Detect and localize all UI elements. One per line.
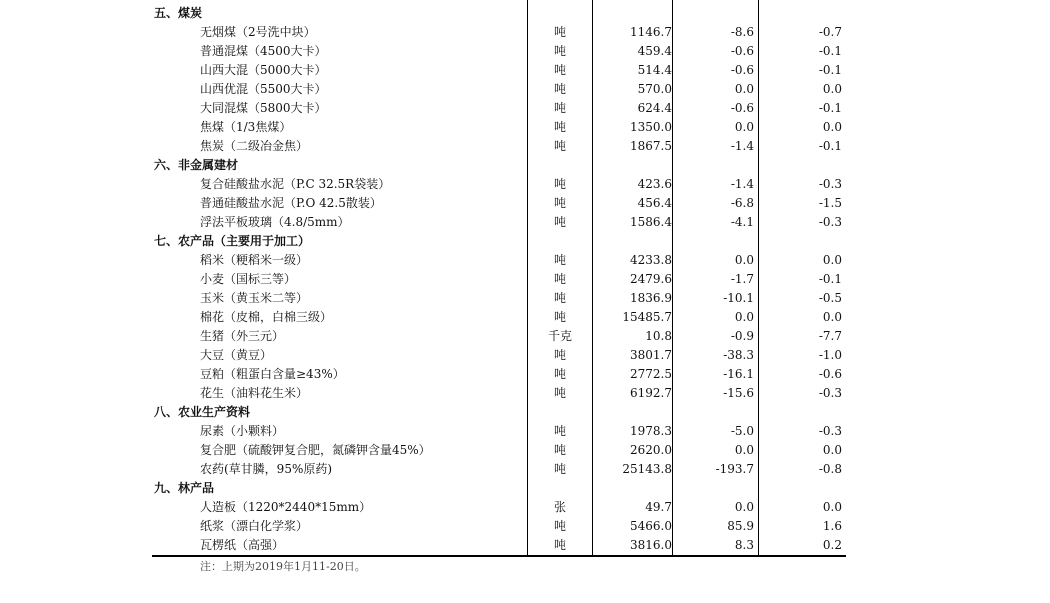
section-title: 八、农业生产资料 xyxy=(154,405,251,419)
change-percent-cell: 0.0 xyxy=(822,82,842,96)
table-row xyxy=(0,422,1050,441)
table-row xyxy=(0,327,1050,346)
item-name: 纸浆（漂白化学浆） xyxy=(200,519,309,533)
change-percent-cell: -0.6 xyxy=(818,367,842,381)
change-percent-cell: 0.0 xyxy=(822,310,842,324)
price-cell: 4233.8 xyxy=(630,253,672,267)
unit-cell: 吨 xyxy=(553,443,566,457)
item-name: 焦炭（二级冶金焦） xyxy=(200,139,309,153)
unit-cell: 吨 xyxy=(553,519,566,533)
table-row xyxy=(0,99,1050,118)
price-cell: 2620.0 xyxy=(630,443,672,457)
change-percent-cell: -0.1 xyxy=(818,44,842,58)
price-cell: 10.8 xyxy=(645,329,672,343)
unit-cell: 吨 xyxy=(553,139,566,153)
item-name: 大豆（黄豆） xyxy=(200,348,273,362)
change-percent-cell: 1.6 xyxy=(822,519,842,533)
unit-cell: 吨 xyxy=(553,462,566,476)
unit-cell: 吨 xyxy=(553,120,566,134)
table-row xyxy=(0,384,1050,403)
section-header-row xyxy=(0,479,1050,498)
unit-cell: 吨 xyxy=(553,538,566,552)
unit-cell: 吨 xyxy=(553,101,566,115)
change-percent-cell: -0.1 xyxy=(818,272,842,286)
unit-cell: 吨 xyxy=(553,82,566,96)
unit-cell: 吨 xyxy=(553,44,566,58)
price-cell: 25143.8 xyxy=(622,462,672,476)
change-cell: 0.0 xyxy=(734,443,754,457)
item-name: 复合肥（硫酸钾复合肥，氮磷钾含量45%） xyxy=(200,443,431,457)
table-row xyxy=(0,289,1050,308)
item-name: 焦煤（1/3焦煤） xyxy=(200,120,292,134)
change-percent-cell: 0.0 xyxy=(822,253,842,267)
price-cell: 2479.6 xyxy=(630,272,672,286)
change-percent-cell: -0.3 xyxy=(818,177,842,191)
section-title: 六、非金属建材 xyxy=(154,158,239,172)
item-name: 农药(草甘膦，95%原药) xyxy=(200,462,333,476)
table-row xyxy=(0,213,1050,232)
table-row xyxy=(0,498,1050,517)
table-row xyxy=(0,365,1050,384)
item-name: 山西大混（5000大卡） xyxy=(200,63,327,77)
item-name: 山西优混（5500大卡） xyxy=(200,82,327,96)
change-cell: -6.8 xyxy=(730,196,754,210)
change-percent-cell: -0.5 xyxy=(818,291,842,305)
price-cell: 6192.7 xyxy=(630,386,672,400)
price-cell: 570.0 xyxy=(637,82,672,96)
item-name: 大同混煤（5800大卡） xyxy=(200,101,327,115)
change-percent-cell: 0.2 xyxy=(822,538,842,552)
table-row xyxy=(0,42,1050,61)
price-cell: 2772.5 xyxy=(630,367,672,381)
change-percent-cell: -0.1 xyxy=(818,63,842,77)
item-name: 玉米（黄玉米二等） xyxy=(200,291,309,305)
section-title: 七、农产品（主要用于加工） xyxy=(154,234,311,248)
table-row xyxy=(0,251,1050,270)
price-cell: 1836.9 xyxy=(630,291,672,305)
change-percent-cell: -0.3 xyxy=(818,424,842,438)
unit-cell: 吨 xyxy=(553,272,566,286)
item-name: 复合硅酸盐水泥（P.C 32.5R袋装） xyxy=(200,177,391,191)
unit-cell: 吨 xyxy=(553,177,566,191)
table-row xyxy=(0,137,1050,156)
item-name: 花生（油料花生米） xyxy=(200,386,309,400)
change-cell: -0.6 xyxy=(730,44,754,58)
change-cell: -10.1 xyxy=(723,291,754,305)
section-header-row xyxy=(0,156,1050,175)
item-name: 尿素（小颗料） xyxy=(200,424,285,438)
change-cell: -0.6 xyxy=(730,101,754,115)
change-cell: 0.0 xyxy=(734,310,754,324)
unit-cell: 吨 xyxy=(553,367,566,381)
change-cell: -4.1 xyxy=(730,215,754,229)
change-percent-cell: -0.3 xyxy=(818,386,842,400)
price-cell: 1978.3 xyxy=(630,424,672,438)
section-header-row xyxy=(0,4,1050,23)
table-row xyxy=(0,175,1050,194)
table-row xyxy=(0,118,1050,137)
unit-cell: 吨 xyxy=(553,196,566,210)
table-row xyxy=(0,536,1050,555)
change-cell: 0.0 xyxy=(734,253,754,267)
change-percent-cell: -0.3 xyxy=(818,215,842,229)
price-cell: 3816.0 xyxy=(630,538,672,552)
change-percent-cell: -1.0 xyxy=(818,348,842,362)
table-row xyxy=(0,460,1050,479)
section-title: 九、林产品 xyxy=(154,481,215,495)
change-percent-cell: 0.0 xyxy=(822,120,842,134)
change-percent-cell: 0.0 xyxy=(822,443,842,457)
change-cell: -38.3 xyxy=(723,348,754,362)
price-cell: 423.6 xyxy=(637,177,672,191)
change-cell: 0.0 xyxy=(734,82,754,96)
footnote: 注：上期为2019年1月11-20日。 xyxy=(200,560,366,573)
price-cell: 1586.4 xyxy=(630,215,672,229)
item-name: 生猪（外三元） xyxy=(200,329,285,343)
price-cell: 459.4 xyxy=(637,44,672,58)
section-title: 五、煤炭 xyxy=(154,6,203,20)
table-row xyxy=(0,346,1050,365)
price-cell: 15485.7 xyxy=(622,310,672,324)
item-name: 棉花（皮棉，白棉三级） xyxy=(200,310,333,324)
unit-cell: 吨 xyxy=(553,348,566,362)
item-name: 稻米（粳稻米一级） xyxy=(200,253,309,267)
change-cell: -1.7 xyxy=(730,272,754,286)
unit-cell: 千克 xyxy=(547,329,572,343)
unit-cell: 吨 xyxy=(553,310,566,324)
item-name: 无烟煤（2号洗中块） xyxy=(200,25,316,39)
unit-cell: 吨 xyxy=(553,63,566,77)
change-percent-cell: -0.1 xyxy=(818,101,842,115)
unit-cell: 吨 xyxy=(553,253,566,267)
item-name: 浮法平板玻璃（4.8/5mm） xyxy=(200,215,350,229)
change-percent-cell: -1.5 xyxy=(818,196,842,210)
change-cell: -1.4 xyxy=(730,177,754,191)
item-name: 普通硅酸盐水泥（P.O 42.5散装） xyxy=(200,196,382,210)
change-percent-cell: -0.7 xyxy=(818,25,842,39)
section-header-row xyxy=(0,403,1050,422)
unit-cell: 吨 xyxy=(553,215,566,229)
change-cell: -0.9 xyxy=(730,329,754,343)
table-row xyxy=(0,194,1050,213)
change-cell: -16.1 xyxy=(723,367,754,381)
price-cell: 1146.7 xyxy=(630,25,672,39)
unit-cell: 吨 xyxy=(553,386,566,400)
price-cell: 624.4 xyxy=(637,101,672,115)
change-percent-cell: -0.8 xyxy=(818,462,842,476)
item-name: 小麦（国标三等） xyxy=(200,272,297,286)
change-cell: 0.0 xyxy=(734,120,754,134)
change-cell: -0.6 xyxy=(730,63,754,77)
change-cell: -1.4 xyxy=(730,139,754,153)
change-percent-cell: 0.0 xyxy=(822,500,842,514)
price-cell: 1867.5 xyxy=(630,139,672,153)
unit-cell: 吨 xyxy=(553,424,566,438)
change-cell: 8.3 xyxy=(734,538,754,552)
table-bottom-rule xyxy=(152,555,846,557)
table-row xyxy=(0,441,1050,460)
table-row xyxy=(0,61,1050,80)
unit-cell: 吨 xyxy=(553,25,566,39)
price-cell: 456.4 xyxy=(637,196,672,210)
change-percent-cell: -0.1 xyxy=(818,139,842,153)
table-row xyxy=(0,517,1050,536)
item-name: 豆粕（粗蛋白含量≥43%） xyxy=(200,367,345,381)
price-cell: 49.7 xyxy=(645,500,672,514)
change-cell: 0.0 xyxy=(734,500,754,514)
section-header-row xyxy=(0,232,1050,251)
change-cell: -5.0 xyxy=(730,424,754,438)
price-cell: 514.4 xyxy=(637,63,672,77)
unit-cell: 张 xyxy=(553,500,566,514)
price-cell: 5466.0 xyxy=(630,519,672,533)
table-row xyxy=(0,308,1050,327)
change-cell: -193.7 xyxy=(715,462,754,476)
price-cell: 3801.7 xyxy=(630,348,672,362)
table-row xyxy=(0,23,1050,42)
change-cell: -8.6 xyxy=(730,25,754,39)
change-percent-cell: -7.7 xyxy=(818,329,842,343)
change-cell: 85.9 xyxy=(727,519,754,533)
item-name: 普通混煤（4500大卡） xyxy=(200,44,327,58)
item-name: 人造板（1220*2440*15mm） xyxy=(200,500,372,514)
table-row xyxy=(0,80,1050,99)
unit-cell: 吨 xyxy=(553,291,566,305)
item-name: 瓦楞纸（高强） xyxy=(200,538,285,552)
table-row xyxy=(0,270,1050,289)
change-cell: -15.6 xyxy=(723,386,754,400)
price-cell: 1350.0 xyxy=(630,120,672,134)
